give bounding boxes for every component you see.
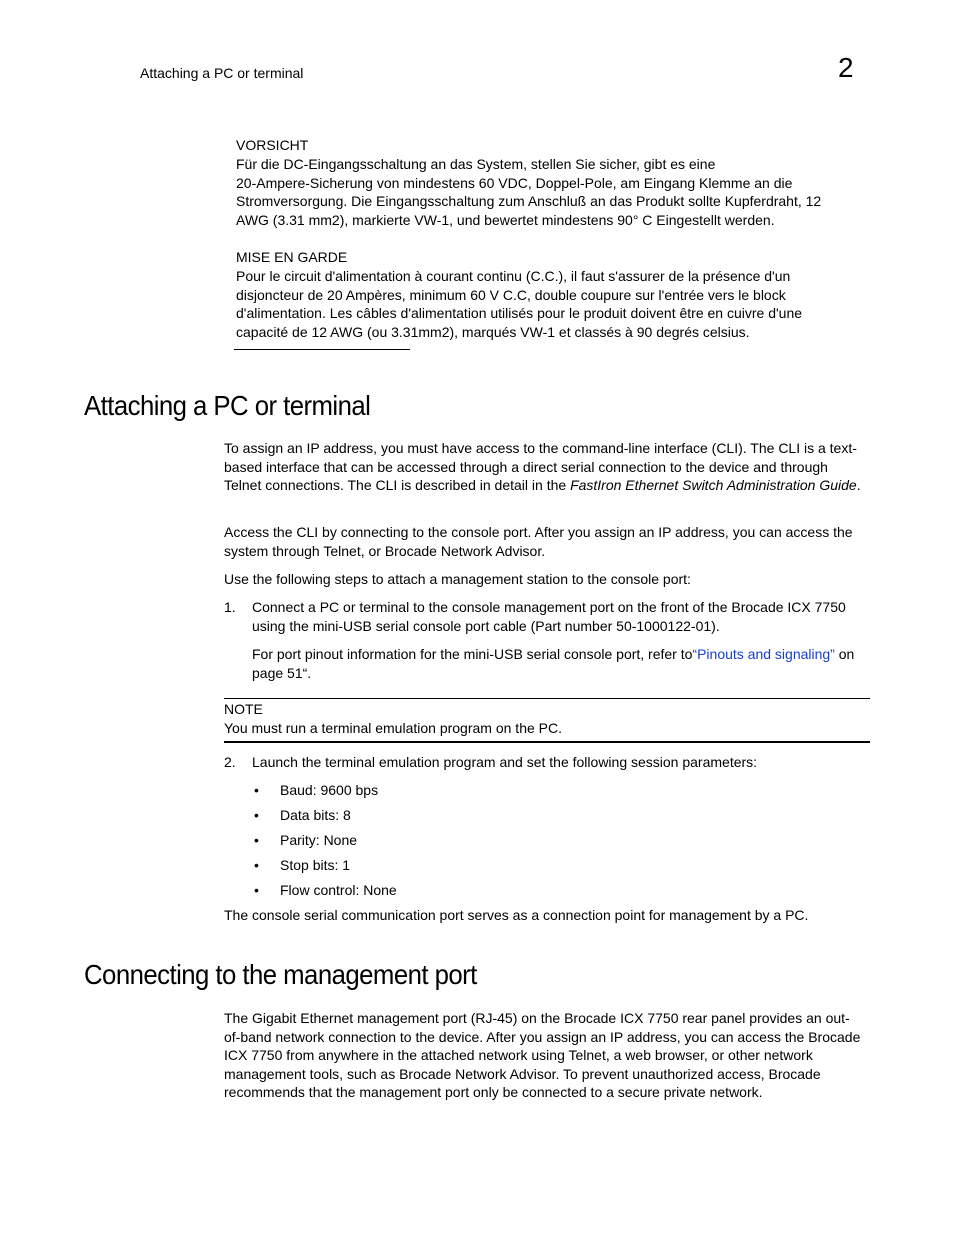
step-2-text: Launch the terminal emulation program and set the following session parameters: xyxy=(252,754,758,770)
caution-french-label: MISE EN GARDE xyxy=(236,249,348,265)
section1-paragraph-3: Use the following steps to attach a management station to the console port: xyxy=(224,571,691,587)
bullet-icon: • xyxy=(254,782,259,798)
note-label: NOTE xyxy=(224,701,263,717)
guide-title: FastIron Ethernet Switch Administration Guide xyxy=(570,477,857,494)
section2-paragraph-1: The Gigabit Ethernet management port (RJ-45) on the Brocade ICX 7750 rear panel provides an out-of-band network connection to the device. After you assign an IP address, you can access the Brocade ICX 7750 from anywhere in the attached network using Telnet, a web browser, or other network management tools, such as Brocade Network Advisor. To prevent unauthorized access, Brocade recommends that the management port only be connected to a secure private network. xyxy=(224,1010,861,1101)
caution-french-line: disjoncteur de 20 Ampères, minimum 60 V C.C, double coupure sur l'entrée vers le block xyxy=(236,286,786,303)
caution-german-line: Für die DC-Eingangsschaltung an das System, stellen Sie sicher, gibt es eine xyxy=(236,155,716,172)
chapter-number: 2 xyxy=(838,52,854,83)
step-1-number: 1. xyxy=(224,599,236,615)
caution-german xyxy=(236,136,876,230)
list-item: • Stop bits: 1 xyxy=(254,857,351,873)
section-heading-management-port: Connecting to the management port xyxy=(84,959,477,990)
caution-french-line: d'alimentation. Les câbles d'alimentation utilisés pour le produit doivent être en cuivre d'une xyxy=(236,305,803,322)
note-top-rule xyxy=(224,698,870,699)
caution-french-line: capacité de 12 AWG (ou 3.31mm2), marqués VW-1 et classés à 90 degrés celsius. xyxy=(236,324,750,341)
step-1-text: Connect a PC or terminal to the console management port on the front of the Brocade ICX 7750 using the mini-USB serial console port cable (Part number 50-1000122-01). xyxy=(252,599,846,634)
pinouts-link[interactable]: “Pinouts and signaling” xyxy=(692,646,835,662)
note-text: You must run a terminal emulation program on the PC. xyxy=(224,720,562,736)
caution-german-line: AWG (3.31 mm2), markierte VW-1, und bewertet mindestens 90° C Eingestellt werden. xyxy=(236,212,775,229)
bullet-icon: • xyxy=(254,832,259,848)
step-2-number: 2. xyxy=(224,754,236,770)
step-1-subtext: For port pinout information for the mini-USB serial console port, refer to“Pinouts and signaling” on page 51“. xyxy=(252,646,855,681)
section-heading-attaching: Attaching a PC or terminal xyxy=(84,390,371,421)
list-item: • Data bits: 8 xyxy=(254,807,351,823)
list-item: • Flow control: None xyxy=(254,882,397,898)
caution-divider xyxy=(234,349,410,350)
running-header-title: Attaching a PC or terminal xyxy=(140,65,304,81)
bullet-icon: • xyxy=(254,857,259,873)
list-item: • Parity: None xyxy=(254,832,358,848)
list-item: • Baud: 9600 bps xyxy=(254,782,379,798)
caution-german-line: Stromversorgung. Die Eingangsschaltung zum Anschluß an das Produkt sollte Kupferdraht, 12 xyxy=(236,193,822,210)
section1-closing: The console serial communication port serves as a connection point for management by a PC. xyxy=(224,907,809,923)
caution-german-line: 20-Ampere-Sicherung von mindestens 60 VDC, Doppel-Pole, am Eingang Klemme an die xyxy=(236,174,793,191)
bullet-icon: • xyxy=(254,882,259,898)
note-bottom-rule xyxy=(224,741,870,743)
section1-paragraph-1: To assign an IP address, you must have access to the command-line interface (CLI). The CLI is a text-based interface that can be accessed through a direct serial connection to the device and through Telnet connections. The CLI is described in detail in the FastIron Ethernet Switch Administration Guide. xyxy=(224,440,861,494)
caution-german-label: VORSICHT xyxy=(236,137,309,153)
caution-french xyxy=(236,248,876,342)
section1-paragraph-2: Access the CLI by connecting to the console port. After you assign an IP address, you can access the system through Telnet, or Brocade Network Advisor. xyxy=(224,524,853,559)
caution-french-line: Pour le circuit d'alimentation à courant continu (C.C.), il faut s'assurer de la présence d'un xyxy=(236,267,791,284)
bullet-icon: • xyxy=(254,807,259,823)
